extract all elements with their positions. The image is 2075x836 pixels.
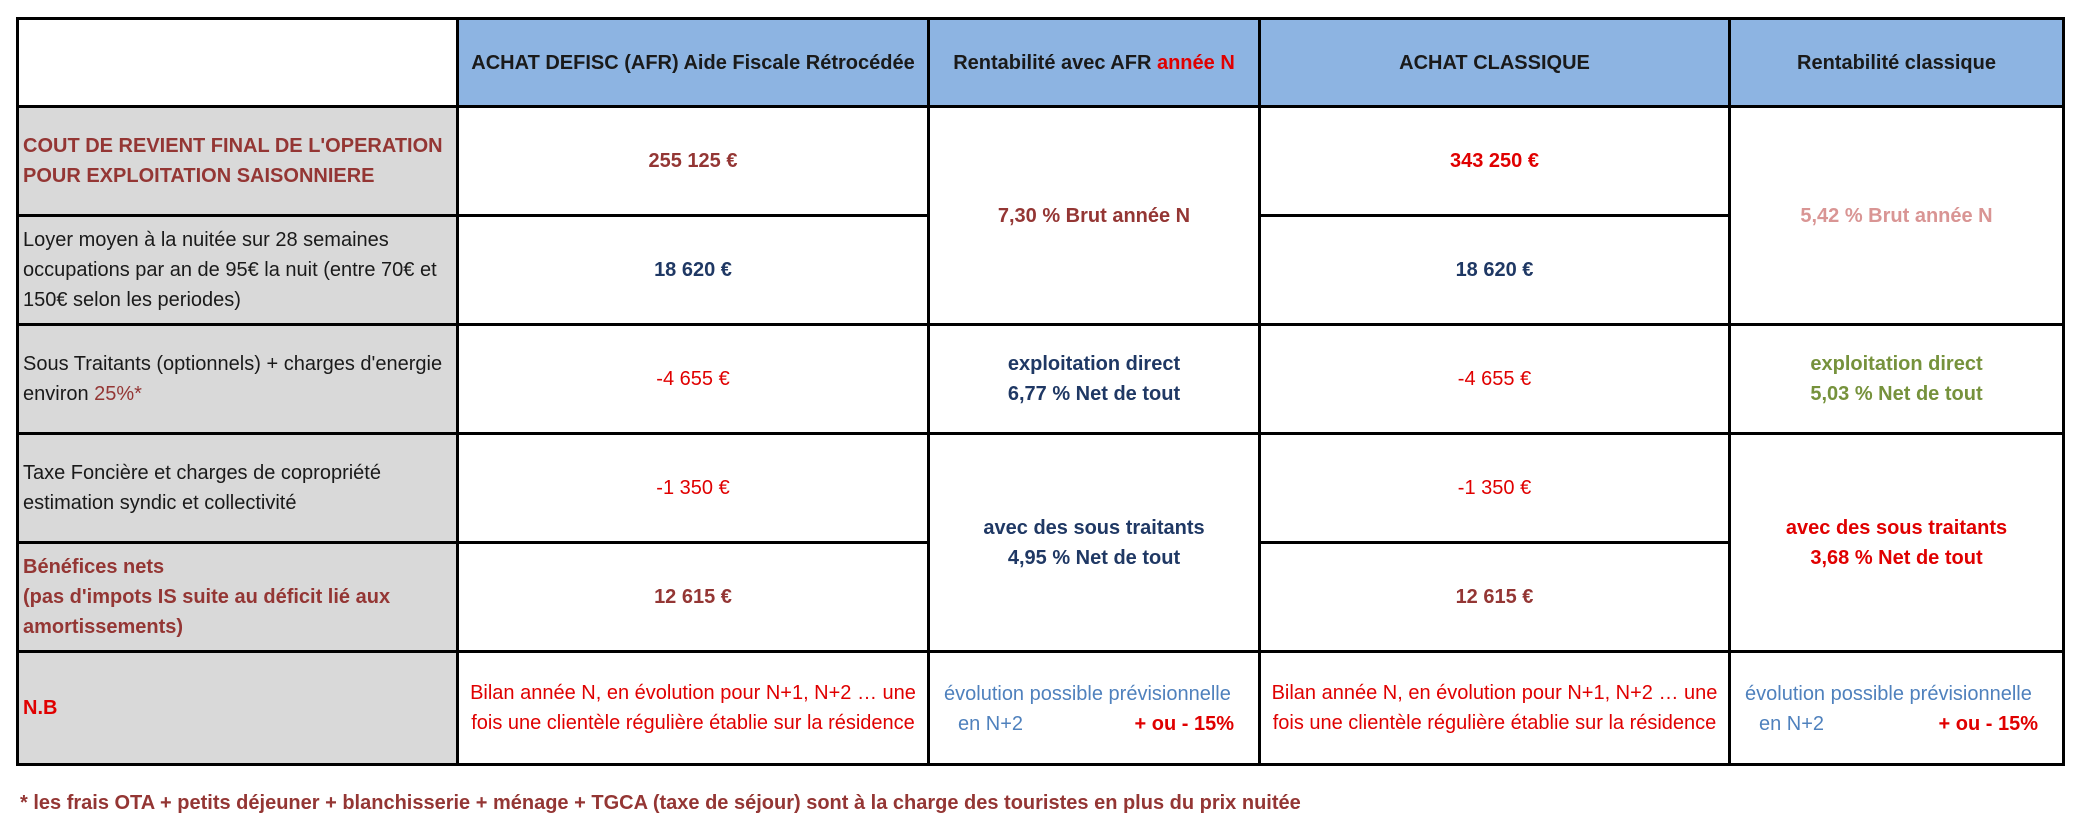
label-sous-traitants-pct: 25%* xyxy=(94,383,142,405)
value-sous-traitants-classique: -4 655 € xyxy=(1260,325,1730,434)
rentab-afr-direct-line2: 6,77 % Net de tout xyxy=(1007,383,1181,405)
rentab-afr-direct xyxy=(929,325,1260,434)
value-cout-afr: 255 125 € xyxy=(458,107,929,216)
label-nb: N.B xyxy=(18,652,458,765)
header-achat-classique: ACHAT CLASSIQUE xyxy=(1260,19,1730,107)
rentab-classique-direct-line1: exploitation direct xyxy=(1810,353,1983,375)
rentab-afr-brut: 7,30 % Brut année N xyxy=(929,107,1260,325)
rentab-classique-evolution-pct: + ou - 15% xyxy=(1938,713,2038,735)
header-empty-cell xyxy=(18,19,458,107)
header-achat-defisc: ACHAT DEFISC (AFR) Aide Fiscale Rétrocédée xyxy=(458,19,929,107)
footnote: * les frais OTA + petits déjeuner + blanchisserie + ménage + TGCA (taxe de séjour) sont à la charge des touristes en plus du prix nuitée xyxy=(20,792,1301,814)
rentab-classique-evolution xyxy=(1730,652,2064,765)
row-taxe-fonciere xyxy=(18,434,2064,543)
rentab-afr-evolution-line2: en N+2 xyxy=(958,713,1024,735)
header-row xyxy=(18,19,2064,107)
row-nb xyxy=(18,652,2064,765)
value-benefices-afr: 12 615 € xyxy=(458,543,929,652)
rentab-classique-sous-line2: 3,68 % Net de tout xyxy=(1810,546,1983,569)
value-sous-traitants-afr: -4 655 € xyxy=(458,325,929,434)
header-rentabilite-afr xyxy=(929,19,1260,107)
rentab-afr-direct-line1: exploitation direct xyxy=(1007,353,1181,375)
label-benefices xyxy=(18,543,458,652)
value-taxe-classique: -1 350 € xyxy=(1260,434,1730,543)
rentab-classique-evolution-line2: en N+2 xyxy=(1759,713,1825,735)
label-benefices-line2: (pas d'impots IS suite au déficit lié aux amortissements) xyxy=(23,586,391,638)
label-taxe-fonciere: Taxe Foncière et charges de copropriété estimation syndic et collectivité xyxy=(18,434,458,543)
rentab-classique-evolution-line1: évolution possible prévisionnelle xyxy=(1745,683,2032,705)
rentab-classique-sous-traitants xyxy=(1730,434,2064,652)
nb-afr-text: Bilan année N, en évolution pour N+1, N+2 … une fois une clientèle régulière établie sur la résidence xyxy=(458,652,929,765)
label-benefices-line1: Bénéfices nets xyxy=(23,556,165,578)
rentab-afr-evolution-line1: évolution possible prévisionnelle xyxy=(944,683,1231,705)
value-taxe-afr: -1 350 € xyxy=(458,434,929,543)
nb-classique-text: Bilan année N, en évolution pour N+1, N+2 … une fois une clientèle régulière établie sur la résidence xyxy=(1260,652,1730,765)
label-loyer: Loyer moyen à la nuitée sur 28 semaines occupations par an de 95€ la nuit (entre 70€ et 150€ selon les periodes) xyxy=(18,216,458,325)
header-annee-n: année N xyxy=(1156,51,1235,74)
rentab-afr-evolution xyxy=(929,652,1260,765)
label-sous-traitants-text: Sous Traitants (optionnels) + charges d'energie environ xyxy=(23,353,443,405)
rentab-afr-evolution-pct: + ou - 15% xyxy=(1134,713,1234,735)
value-loyer-afr: 18 620 € xyxy=(458,216,929,325)
label-sous-traitants xyxy=(18,325,458,434)
value-loyer-classique: 18 620 € xyxy=(1260,216,1730,325)
rentab-afr-sous-line2: 4,95 % Net de tout xyxy=(1007,546,1181,569)
rentab-classique-sous-line1: avec des sous traitants xyxy=(1785,516,2008,539)
row-sous-traitants xyxy=(18,325,2064,434)
rentab-classique-direct-line2: 5,03 % Net de tout xyxy=(1810,383,1983,405)
rentab-afr-sous-traitants xyxy=(929,434,1260,652)
value-cout-classique: 343 250 € xyxy=(1260,107,1730,216)
row-cout-revient xyxy=(18,107,2064,216)
rentab-classique-direct xyxy=(1730,325,2064,434)
value-benefices-classique: 12 615 € xyxy=(1260,543,1730,652)
rentab-classique-brut: 5,42 % Brut année N xyxy=(1730,107,2064,325)
comparison-table xyxy=(16,17,2065,766)
header-rentabilite-classique: Rentabilité classique xyxy=(1730,19,2064,107)
rentab-afr-sous-line1: avec des sous traitants xyxy=(983,516,1205,539)
label-cout-revient: COUT DE REVIENT FINAL DE L'OPERATION POUR EXPLOITATION SAISONNIERE xyxy=(18,107,458,216)
header-rentabilite-afr-text: Rentabilité avec AFR xyxy=(953,51,1157,74)
